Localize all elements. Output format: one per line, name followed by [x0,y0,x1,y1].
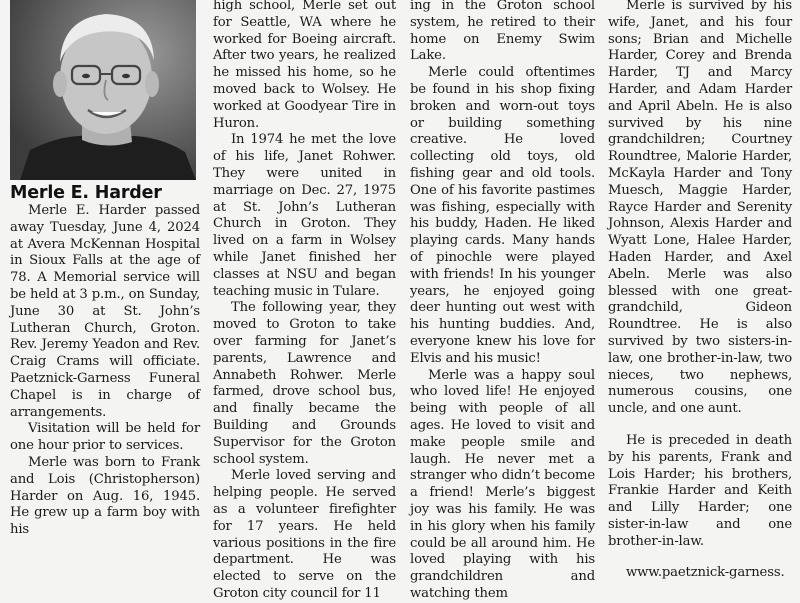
portrait-photo [10,0,196,180]
paragraph-birth: Merle was born to Frank and Lois (Christopherson) Harder on Aug. 16, 1945. He grew up a farm boy with his [10,454,200,538]
paragraph-farming: The following year, they moved to Groton to take over farming for Janet’s parents, Lawrence and Annabeth Rohwer. Merle farmed, drove school bus, and finally became the Building and Grounds Supervisor for the Groton school system. [213,300,396,467]
paragraph-retirement-continuation: ing in the Groton school system, he retired to their home on Enemy Swim Lake. [410,0,595,64]
paragraph-visitation: Visitation will be held for one hour prior to services. [10,421,200,454]
paragraph-announcement: Merle E. Harder passed away Tuesday, June 4, 2024 at Avera McKennan Hospital in Sioux Falls at the age of 78. A Memorial service will be held at 3 p.m., on Sunday, June 30 at St. John’s Lutheran Church, Groton. Rev. Jeremy Yeadon and Rev. Craig Crams will officiate. Paetznick-Garness Funeral Chapel is in charge of arrangements. [10,203,200,420]
obituary-column-3 [410,0,595,603]
paragraph-marriage: In 1974 he met the love of his life, Janet Rohwer. They were united in marriage on Dec. 27, 1975 at St. John’s Lutheran Church in Groton. They lived on a farm in Wolsey while Janet finished her classes at NSU and began teaching music in Tulare. [213,132,396,299]
paragraph-hobbies: Merle could oftentimes be found in his shop fixing broken and worn-out toys or building something creative. He loved collecting old toys, old fishing gear and old tools. One of his favorite pastimes was fishing, especially with his buddy, Haden. He liked playing cards. Many hands of pinochle were played with friends! In his younger years, he enjoyed going deer hunting out west with his hunting buddies. And, everyone knew his love for Elvis and his music! [410,65,595,366]
paragraph-preceded: He is preceded in death by his parents, Frank and Lois Harder; his brothers, Frankie Harder and Keith and Lilly Harder; one sister-in-law and one brother-in-law. [608,432,792,549]
obituary-name: Merle E. Harder [10,183,162,203]
obituary-column-2 [213,0,396,603]
obituary-column-1 [10,203,200,539]
paragraph-survivors: Merle is survived by his wife, Janet, and his four sons; Brian and Michelle Harder, Corey and Brenda Harder, TJ and Marcy Harder, and Adam Harder and April Abeln. He is also survived by his nine grandchildren; Courtney Roundtree, Malorie Harder, McKayla Harder and Tony Muesch, Maggie Harder, Rayce Harder and Serenity Johnson, Alexis Harder and Wyatt Lone, Halee Harder, Haden Harder, and Axel Abeln. Merle was also blessed with one great-grandchild, Gideon Roundtree. He is also survived by two sisters-in-law, one brother-in-law, two nieces, two nephews, numerous cousins, one uncle, and one aunt. [608,0,792,417]
paragraph-service: Merle loved serving and helping people. He served as a volunteer firefighter for 17 years. He held various positions in the fire department. He was elected to serve on the Groton city council for 11 [213,468,396,601]
obituary-column-4 [608,0,792,581]
paragraph-seattle-continuation: high school, Merle set out for Seattle, WA where he worked for Boeing aircraft. After two years, he realized he missed his home, so he moved back to Wolsey. He worked at Goodyear Tire in Huron. [213,0,396,131]
funeral-home-url: www.paetznick-garness. [626,564,785,580]
paragraph-happy-soul: Merle was a happy soul who loved life! He enjoyed being with people of all ages. He loved to visit and make people smile and laugh. He never met a stranger who didn’t become a friend! Merle’s biggest joy was his family. He was in his glory when his family could be all around him. He loved playing with his grandchildren and watching them [410,367,595,601]
portrait-illustration [10,0,196,180]
